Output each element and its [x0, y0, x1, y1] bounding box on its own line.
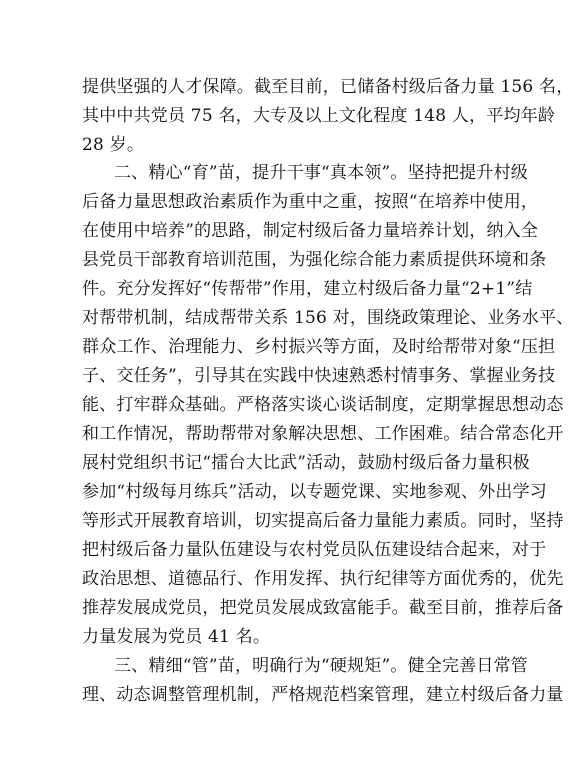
paragraph-line: 展村党组织书记“擂台大比武”活动，鼓励村级后备力量积极 — [82, 453, 530, 473]
paragraph-line: 力量发展为党员 41 名。 — [82, 627, 271, 647]
paragraph-line: 提供坚强的人才保障。截至目前，已储备村级后备力量 156 名， — [82, 77, 574, 97]
paragraph-line: 在使用中培养”的思路，制定村级后备力量培养计划，纳入全 — [82, 221, 539, 241]
paragraph-line: 件。充分发挥好“传帮带”作用，建立村级后备力量“2+1”结 — [82, 279, 533, 299]
paragraph-line: 等形式开展教育培训，切实提高后备力量能力素质。同时，坚持 — [82, 511, 564, 531]
section-heading-line: 二、精心“育”苗，提升干事“真本领”。坚持把提升村级 — [114, 163, 528, 183]
paragraph-line: 能、打牢群众基础。严格落实谈心谈话制度，定期掌握思想动态 — [82, 395, 564, 415]
paragraph-line: 理、动态调整管理机制，严格规范档案管理，建立村级后备力量 — [82, 685, 564, 705]
paragraph-line: 和工作情况，帮助帮带对象解决思想、工作困难。结合常态化开 — [82, 424, 564, 444]
paragraph-line: 把村级后备力量队伍建设与农村党员队伍建设结合起来，对于 — [82, 540, 547, 560]
paragraph-line: 28 岁。 — [82, 135, 145, 155]
paragraph-line: 对帮带机制，结成帮带关系 156 对，围绕政策理论、业务水平、 — [82, 308, 574, 328]
paragraph-line: 县党员干部教育培训范围，为强化综合能力素质提供环境和条 — [82, 250, 547, 270]
paragraph-line: 推荐发展成党员，把党员发展成致富能手。截至目前，推荐后备 — [82, 598, 564, 618]
paragraph-line: 政治思想、道德品行、作用发挥、执行纪律等方面优秀的，优先 — [82, 569, 564, 589]
paragraph-line: 群众工作、治理能力、乡村振兴等方面，及时给帮带对象“压担 — [82, 337, 556, 357]
section-heading-line: 三、精细“管”苗，明确行为“硬规矩”。健全完善日常管 — [114, 656, 528, 676]
paragraph-line: 后备力量思想政治素质作为重中之重，按照“在培养中使用， — [82, 192, 539, 212]
paragraph-line: 其中中共党员 75 名，大专及以上文化程度 148 人，平均年龄 — [82, 106, 556, 126]
paragraph-line: 子、交任务”，引导其在实践中快速熟悉村情事务、掌握业务技 — [82, 366, 556, 386]
paragraph-line: 参加“村级每月练兵”活动，以专题党课、实地参观、外出学习 — [82, 482, 547, 502]
